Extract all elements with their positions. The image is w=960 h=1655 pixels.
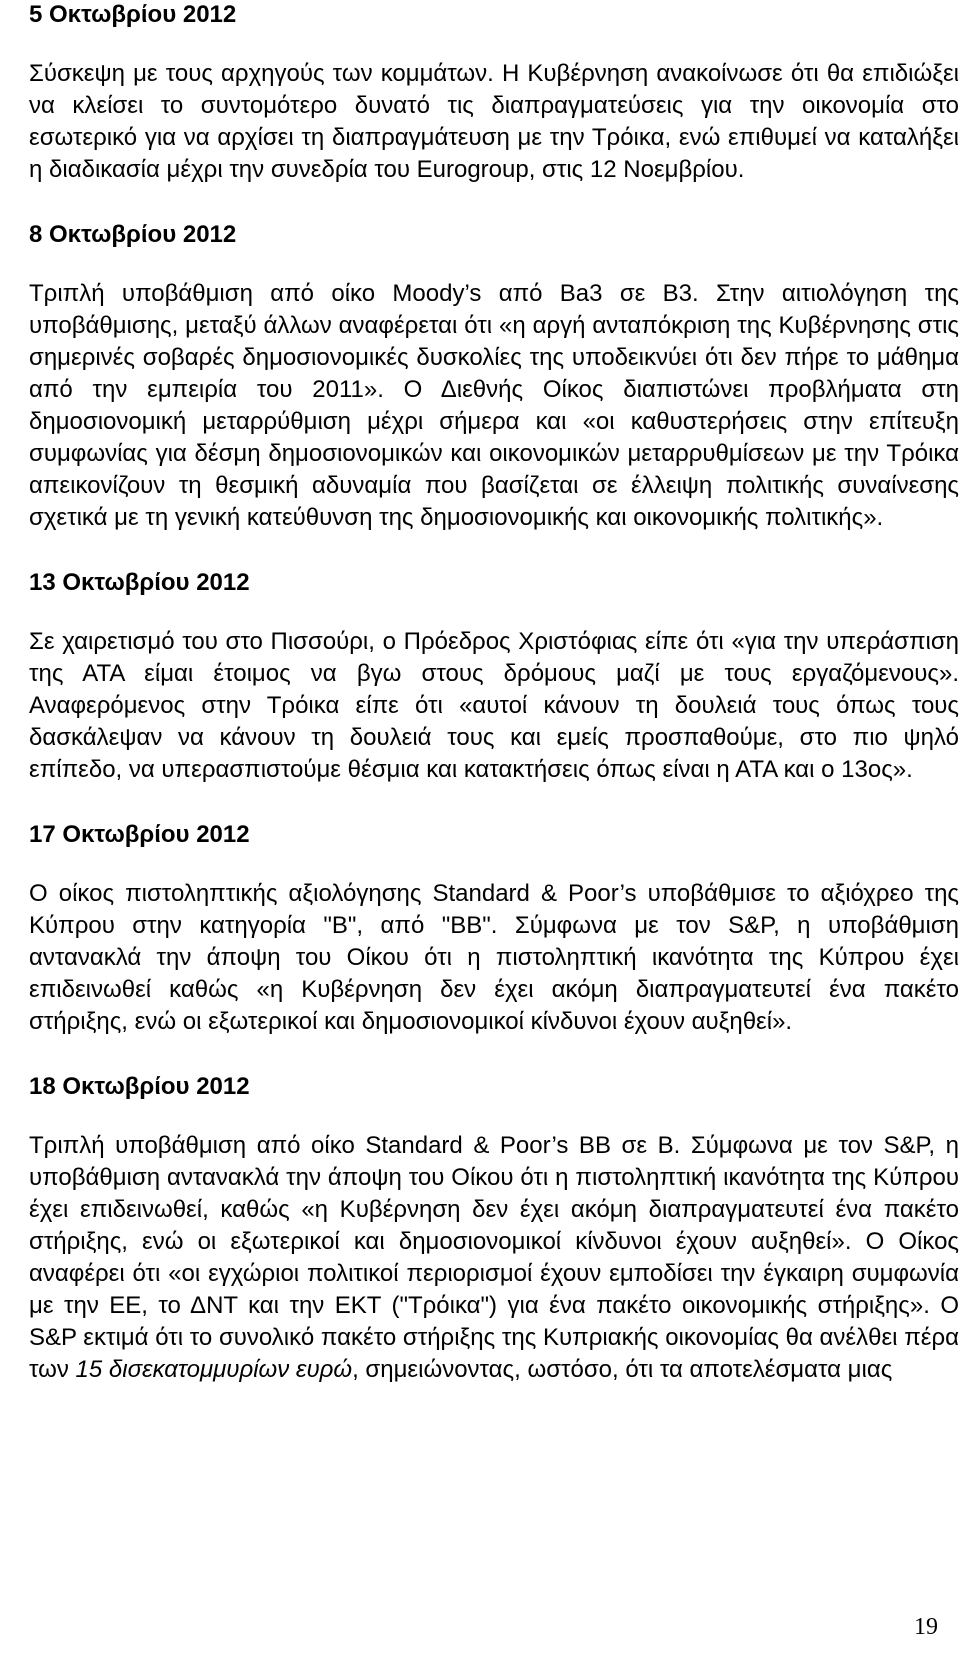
- entry-text: Σε χαιρετισμό του στο Πισσούρι, ο Πρόεδρος Χριστόφιας είπε ότι «για την υπεράσπιση της ΑΤΑ είμαι έτοιμος να βγω στους δρόμους μαζί με τους εργαζόμενους». Αναφερόμενος στην Τρόικα είπε ότι «αυτοί κάνουν τη δουλειά τους όπως τους δασκάλεψαν να κάνουν τη δουλειά τους και εμείς προσπαθούμε, στο πιο ψηλό επίπεδο, να υπερασπιστούμε θέσμια και κατακτήσεις όπως είναι η ΑΤΑ και ο 13ος».: [29, 628, 959, 783]
- entry-text-italic-amount: 15 δισεκατομμυρίων ευρώ: [75, 1356, 353, 1383]
- entry-text: Τριπλή υποβάθμιση από οίκο Moody’s από Ba3 σε B3. Στην αιτιολόγηση της υποβάθμισης, μεταξύ άλλων αναφέρεται ότι «η αργή ανταπόκριση της Κυβέρνησης στις σημερινές σοβαρές δημοσιονομικές δυσκολίες της υποδεικνύει ότι δεν πήρε το μάθημα από την εμπειρία του 2011». Ο Διεθνής Οίκος διαπιστώνει προβλήματα στη δημοσιονομική μεταρρύθμιση μέχρι σήμερα και «οι καθυστερήσεις στην επίτευξη συμφωνίας για δέσμη δημοσιονομικών και οικονομικών μεταρρυθμίσεων με την Τρόικα απεικονίζουν τη θεσμική αδυναμία που βασίζεται σε έλλειψη πολιτικής συναίνεσης σχετικά με τη γενική κατεύθυνση της δημοσιονομικής και οικονομικής πολιτικής».: [29, 280, 959, 531]
- entry-text: Ο οίκος πιστοληπτικής αξιολόγησης Standard & Poor’s υποβάθμισε το αξιόχρεο της Κύπρου στην κατηγορία "B", από "BB". Σύμφωνα με τον S&P, η υποβάθμιση αντανακλά την άποψη του Οίκου ότι η πιστοληπτική ικανότητα της Κύπρου έχει επιδεινωθεί καθώς «η Κυβέρνηση δεν έχει ακόμη διαπραγματευτεί ένα πακέτο στήριξης, ενώ οι εξωτερικοί και δημοσιονομικοί κίνδυνοι έχουν αυξηθεί».: [29, 880, 959, 1035]
- entry-5-october: [29, 0, 959, 186]
- page-number: 19: [914, 1614, 938, 1640]
- entry-18-october: [29, 1072, 959, 1386]
- entry-text: Σύσκεψη με τους αρχηγούς των κομμάτων. Η Κυβέρνηση ανακοίνωσε ότι θα επιδιώξει να κλείσει το συντομότερο δυνατό τις διαπραγματεύσεις για την οικονομία στο εσωτερικό για να αρχίσει τη διαπραγμάτευση με την Τρόικα, ενώ επιθυμεί να καταλήξει η διαδικασία μέχρι την συνεδρία του Eurogroup, στις 12 Νοεμβρίου.: [29, 60, 959, 183]
- entry-date-heading: 5 Οκτωβρίου 2012: [29, 1, 237, 28]
- entry-date-heading: 17 Οκτωβρίου 2012: [29, 821, 250, 848]
- entry-8-october: [29, 220, 959, 534]
- entry-17-october: [29, 820, 959, 1038]
- entry-text-tail: , σημειώνοντας, ωστόσο, ότι τα αποτελέσματα μιας: [352, 1356, 893, 1383]
- entry-date-heading: 13 Οκτωβρίου 2012: [29, 569, 250, 596]
- page-content: [29, 0, 959, 1386]
- entry-text: [29, 1130, 959, 1386]
- entry-13-october: [29, 568, 959, 786]
- entry-date-heading: 18 Οκτωβρίου 2012: [29, 1073, 250, 1100]
- entry-text-main: Τριπλή υποβάθμιση από οίκο Standard & Poor’s BB σε B. Σύμφωνα με τον S&P, η υποβάθμιση αντανακλά την άποψη του Οίκου ότι η πιστοληπτική ικανότητα της Κύπρου έχει επιδεινωθεί, καθώς «η Κυβέρνηση δεν έχει ακόμη διαπραγματευτεί ένα πακέτο στήριξης, ενώ οι εξωτερικοί και δημοσιονομικοί κίνδυνοι έχουν αυξηθεί». Ο Οίκος αναφέρει ότι «οι εγχώριοι πολιτικοί περιορισμοί έχουν εμποδίσει την έγκαιρη συμφωνία με την ΕΕ, το ΔΝΤ και την ΕΚΤ ("Τρόικα") για ένα πακέτο οικονομικής στήριξης». Ο S&P εκτιμά ότι το συνολικό πακέτο στήριξης της Κυπριακής οικονομίας θα ανέλθει πέρα των: [29, 1132, 959, 1383]
- entry-date-heading: 8 Οκτωβρίου 2012: [29, 221, 237, 248]
